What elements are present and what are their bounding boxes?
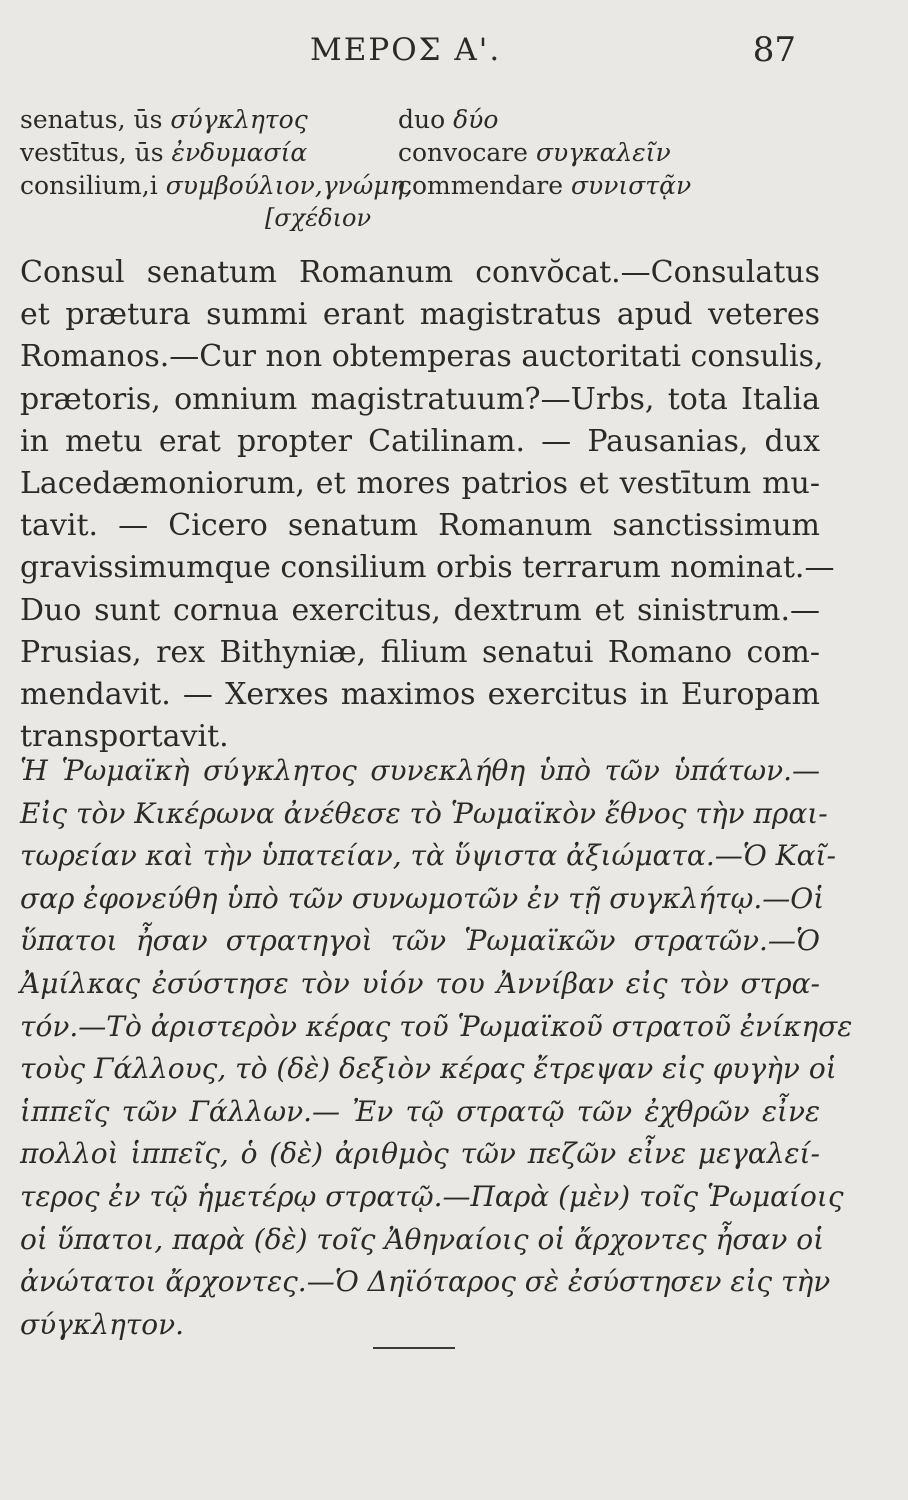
vocabulary-row: [20, 171, 820, 204]
latin-text-line: tavit. — Cicero senatum Romanum sanctissimum: [20, 508, 820, 544]
vocabulary-row: [20, 204, 820, 237]
vocabulary-note: [σχέδιον: [265, 204, 372, 232]
latin-text-line: Romanos.—Cur non obtemperas auctoritati consulis,: [20, 339, 824, 375]
greek-text-line: τερος ἐν τῷ ἡμετέρῳ στρατῷ.—Παρὰ (μὲν) τοῖς Ῥωμαίοις: [20, 1179, 844, 1213]
section-end-rule: [373, 1347, 455, 1349]
greek-gloss: σύγκλητος: [170, 105, 308, 134]
vocabulary-entry: [20, 171, 412, 200]
latin-text-line: et prætura summi erant magistratus apud veteres: [20, 297, 820, 333]
vocabulary-row: [20, 138, 820, 171]
latin-word: senatus, ūs: [20, 105, 163, 134]
latin-text-line: transportavit.: [20, 719, 229, 755]
latin-text-line: mendavit. — Xerxes maximos exercitus in Europam: [20, 676, 820, 712]
greek-text-line: Ἡ Ῥωμαϊκὴ σύγκλητος συνεκλήθη ὑπὸ τῶν ὑπάτων.—: [20, 754, 820, 787]
latin-text-line: Duo sunt cornua exercitus, dextrum et sinistrum.—: [20, 592, 820, 628]
greek-text-line: τωρείαν καὶ τὴν ὑπατείαν, τὰ ὕψιστα ἀξιώματα.—Ὁ Καῖ-: [20, 839, 836, 873]
greek-text-line: πολλοὶ ἱππεῖς, ὁ (δὲ) ἀριθμὸς τῶν πεζῶν εἶνε μεγαλεί-: [20, 1137, 820, 1171]
greek-text-line: οἱ ὕπατοι, παρὰ (δὲ) τοῖς Ἀθηναίοις οἱ ἄρχοντες ἦσαν οἱ: [20, 1222, 825, 1256]
greek-text-line: ὕπατοι ἦσαν στρατηγοὶ τῶν Ῥωμαϊκῶν στρατῶν.—Ὁ: [20, 924, 820, 958]
greek-text-line: ἀνώτατοι ἄρχοντες.—Ὁ Δηϊόταρος σὲ ἐσύστησεν εἰς τὴν: [20, 1265, 831, 1299]
latin-word: duo: [398, 105, 446, 134]
latin-word: vestītus, ūs: [20, 138, 164, 167]
greek-text-line: ἱππεῖς τῶν Γάλλων.— Ἐν τῷ στρατῷ τῶν ἐχθρῶν εἶνε: [20, 1094, 820, 1128]
vocabulary-entry: [20, 105, 308, 134]
vocabulary-row: [20, 105, 820, 138]
vocabulary-entry: [398, 138, 671, 167]
greek-text-line: τοὺς Γάλλους, τὸ (δὲ) δεξιὸν κέρας ἔτρεψαν εἰς φυγὴν οἱ: [20, 1052, 837, 1086]
latin-word: commendare: [398, 171, 564, 200]
running-head: ΜΕΡΟΣ Α'.: [310, 32, 502, 68]
greek-gloss: συγκαλεῖν: [535, 138, 671, 167]
latin-text-line: gravissimumque consilium orbis terrarum nominat.—: [20, 550, 835, 586]
greek-gloss: ἐνδυμασία: [171, 138, 308, 167]
latin-text-line: Prusias, rex Bithyniæ, filium senatui Romano com-: [20, 634, 820, 670]
latin-text-line: Lacedæmoniorum, et mores patrios et vestītum mu-: [20, 465, 820, 501]
greek-gloss: συνιστᾷν: [570, 171, 692, 200]
page-number: 87: [752, 30, 796, 70]
greek-exercise: [20, 750, 853, 1346]
latin-text-line: prætoris, omnium magistratuum?—Urbs, tota Italia: [20, 381, 820, 417]
latin-text-line: in metu erat propter Catilinam. — Pausanias, dux: [20, 423, 820, 459]
vocabulary-list: [20, 105, 820, 237]
greek-text-line: Ἀμίλκας ἐσύστησε τὸν υἱόν του Ἀννίβαν εἰς τὸν στρα-: [20, 966, 820, 1000]
vocabulary-entry: [398, 171, 691, 200]
latin-word: convocare: [398, 138, 528, 167]
greek-text-line: τόν.—Τὸ ἀριστερὸν κέρας τοῦ Ῥωμαϊκοῦ στρατοῦ ἐνίκησε: [20, 1009, 853, 1043]
page-header: [0, 24, 908, 84]
latin-word: consilium,i: [20, 171, 158, 200]
greek-text-line: σαρ ἐφονεύθη ὑπὸ τῶν συνωμοτῶν ἐν τῇ συγκλήτῳ.—Οἱ: [20, 881, 825, 915]
vocabulary-entry: [398, 105, 498, 134]
latin-exercise: [20, 252, 835, 758]
vocabulary-entry: [20, 138, 307, 167]
greek-text-line: σύγκλητον.: [20, 1307, 185, 1341]
latin-text-line: Consul senatum Romanum convŏcat.—Consulatus: [20, 255, 820, 290]
greek-text-line: Εἰς τὸν Κικέρωνα ἀνέθεσε τὸ Ῥωμαϊκὸν ἔθνος τὴν πραι-: [20, 796, 828, 830]
greek-gloss: δύο: [453, 105, 499, 134]
greek-gloss: συμβούλιον,γνώμη,: [165, 171, 413, 200]
